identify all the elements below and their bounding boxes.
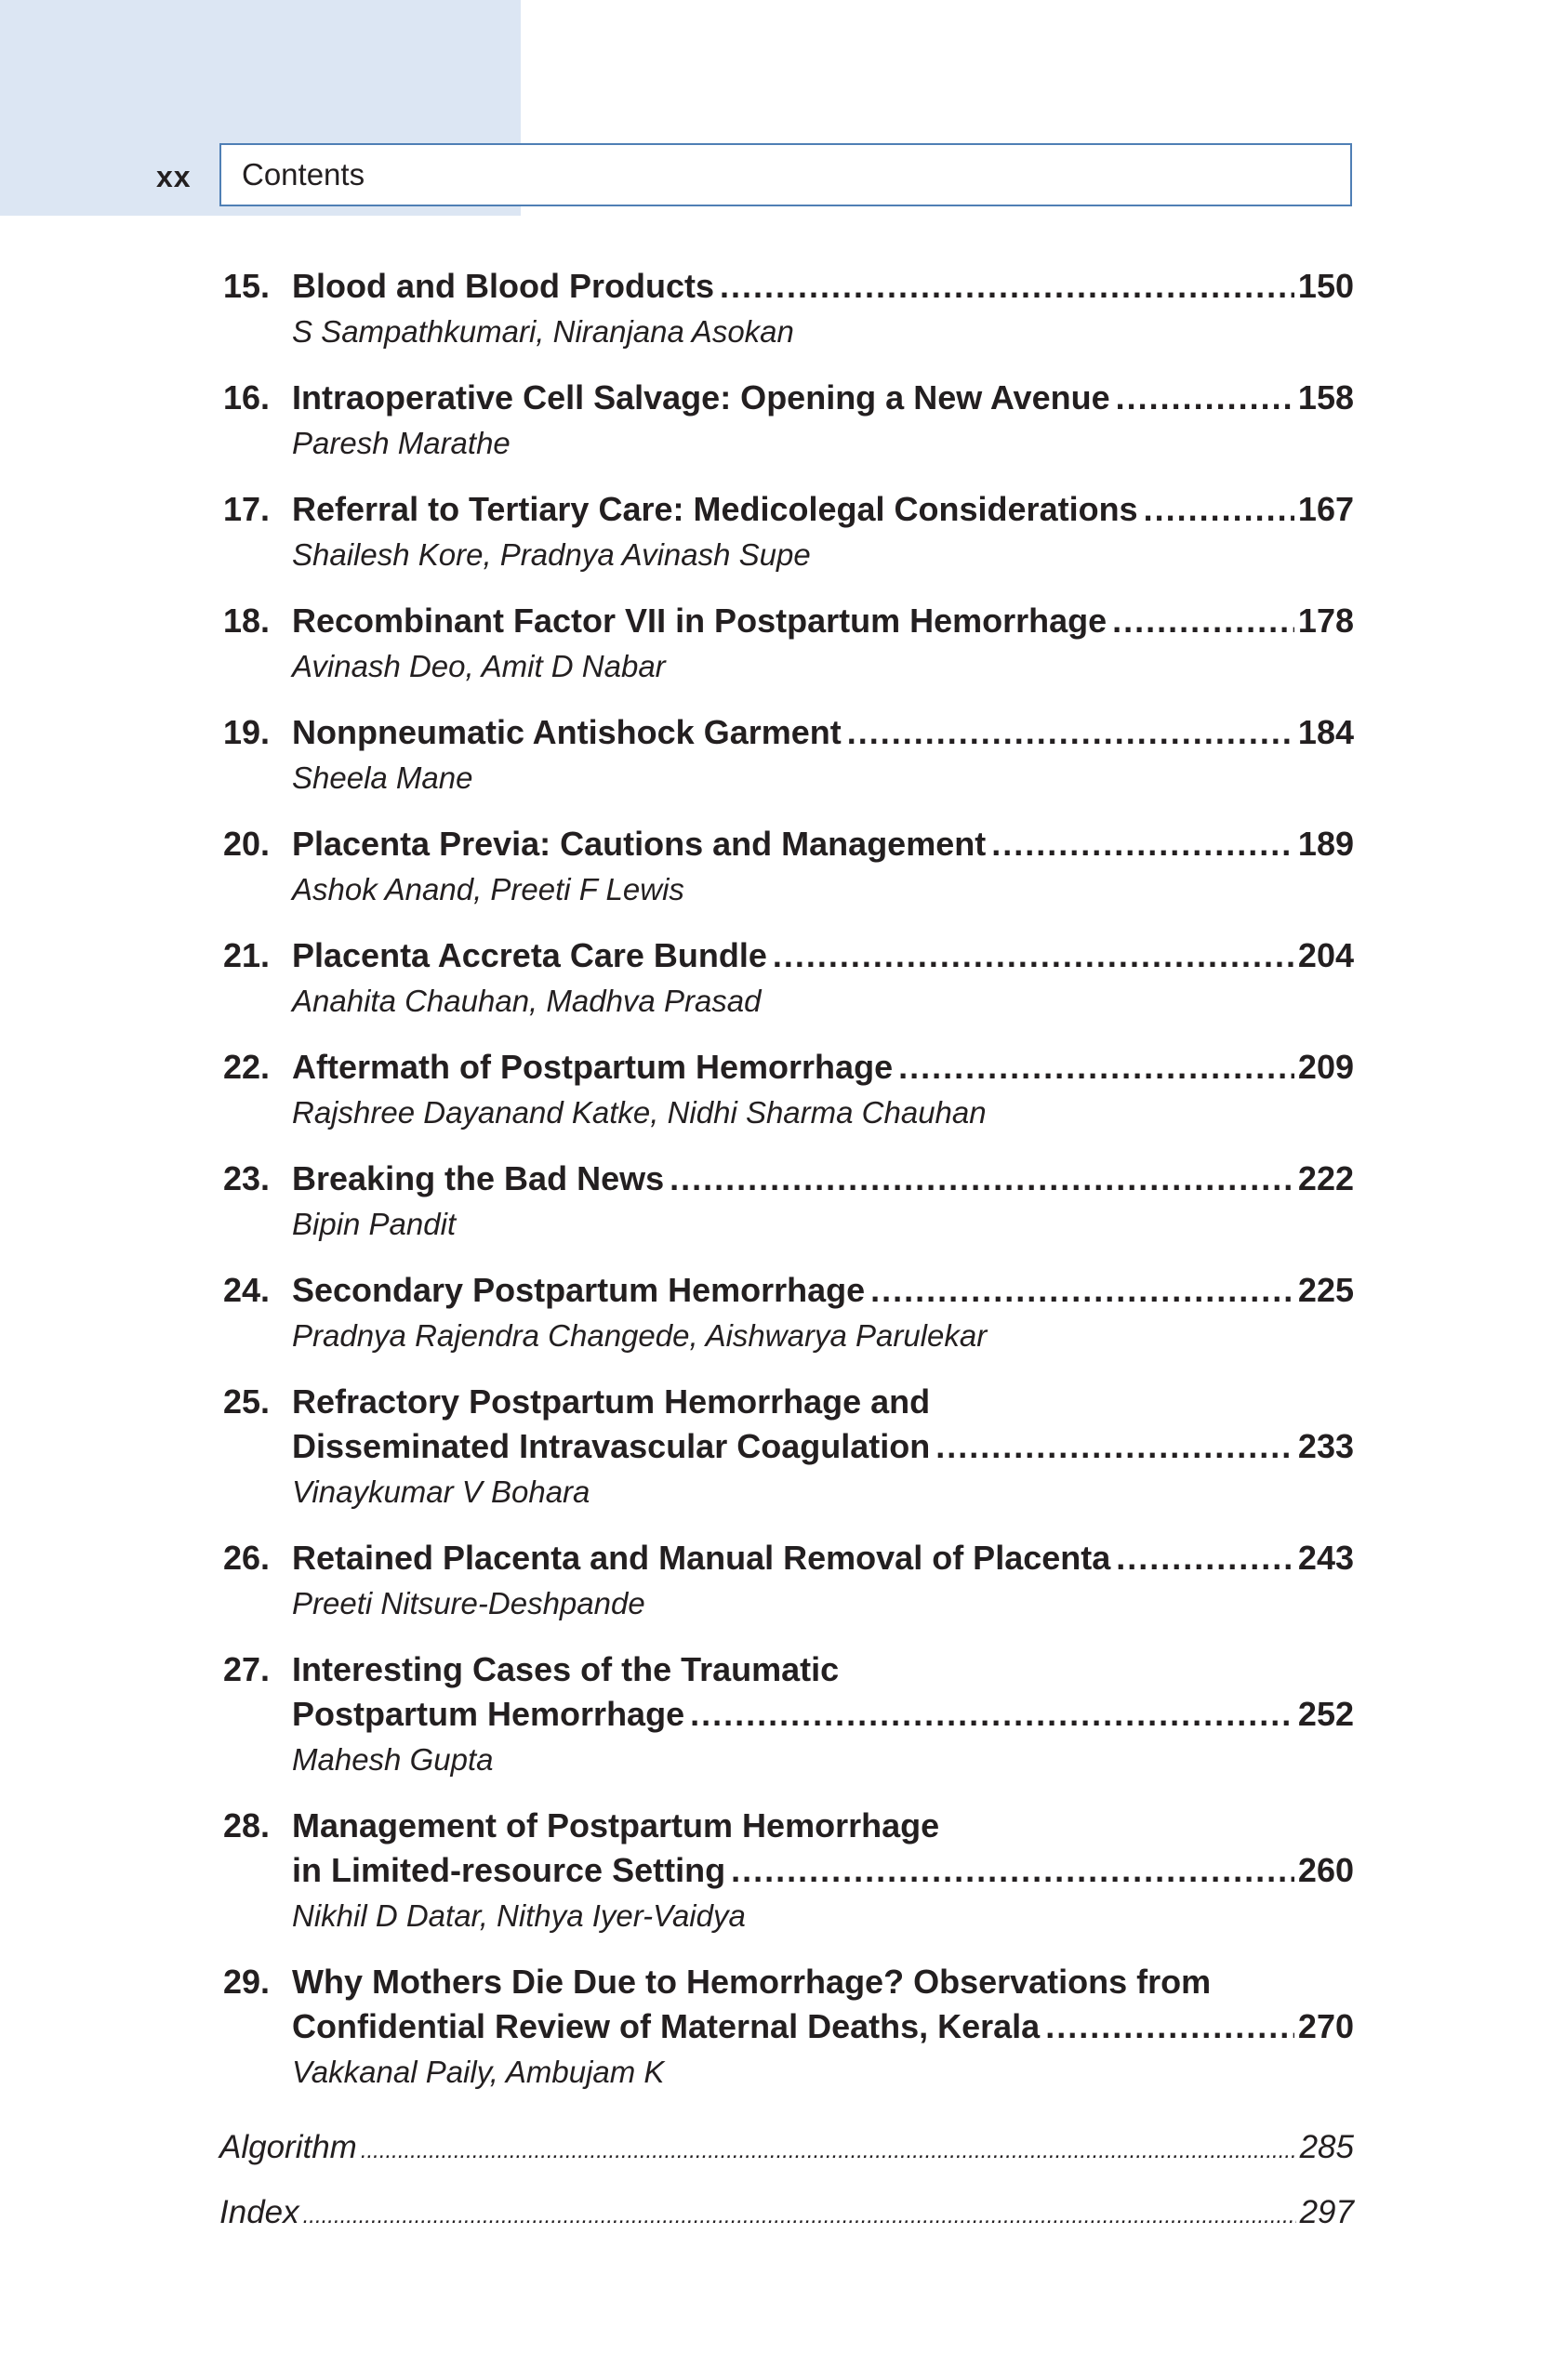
- chapter-number: 22.: [223, 1048, 271, 1086]
- chapter-page: 209: [1297, 1048, 1354, 1086]
- chapter-title-line-2[interactable]: in Limited-resource Setting: [292, 1851, 726, 1889]
- chapter-authors: Shailesh Kore, Pradnya Avinash Supe: [292, 537, 811, 572]
- chapter-page: 270: [1297, 2007, 1354, 2045]
- leader-dots: [991, 822, 1294, 866]
- chapter-authors: Pradnya Rajendra Changede, Aishwarya Parulekar: [292, 1318, 988, 1353]
- chapter-authors: Rajshree Dayanand Katke, Nidhi Sharma Chauhan: [292, 1095, 987, 1130]
- chapter-page: 225: [1297, 1271, 1354, 1309]
- chapter-title[interactable]: Blood and Blood Products: [292, 267, 714, 305]
- chapter-page: 150: [1297, 267, 1354, 305]
- leader-dots: [690, 1692, 1294, 1737]
- leader-dots: [870, 1268, 1294, 1313]
- chapter-number: 25.: [223, 1382, 271, 1421]
- chapter-page: 184: [1297, 713, 1354, 751]
- leader-dots: [303, 2194, 1296, 2239]
- chapter-authors: Avinash Deo, Amit D Nabar: [292, 649, 666, 683]
- chapter-number: 28.: [223, 1806, 271, 1844]
- chapter-title[interactable]: Intraoperative Cell Salvage: Opening a New Avenue: [292, 378, 1110, 416]
- chapter-page: 178: [1297, 602, 1354, 640]
- leader-dots: [361, 2129, 1296, 2174]
- chapter-page: 189: [1297, 825, 1354, 863]
- leader-dots: [1116, 376, 1294, 420]
- chapter-title[interactable]: Retained Placenta and Manual Removal of Placenta: [292, 1539, 1111, 1577]
- chapter-authors: Sheela Mane: [292, 760, 473, 795]
- leader-dots: [1045, 2004, 1294, 2049]
- chapter-number: 24.: [223, 1271, 271, 1309]
- chapter-page: 243: [1297, 1539, 1354, 1577]
- chapter-authors: Mahesh Gupta: [292, 1742, 494, 1777]
- chapter-authors: S Sampathkumari, Niranjana Asokan: [292, 314, 794, 349]
- chapter-title-line-2[interactable]: Postpartum Hemorrhage: [292, 1695, 685, 1733]
- leader-dots: [731, 1848, 1294, 1893]
- leader-dots: [935, 1424, 1294, 1469]
- chapter-authors: Ashok Anand, Preeti F Lewis: [292, 872, 684, 906]
- chapter-page: 260: [1297, 1851, 1354, 1889]
- chapter-title[interactable]: Referral to Tertiary Care: Medicolegal Considerations: [292, 490, 1138, 528]
- leader-dots: [670, 1157, 1294, 1201]
- chapter-authors: Vakkanal Paily, Ambujam K: [292, 2055, 665, 2089]
- chapter-title[interactable]: Aftermath of Postpartum Hemorrhage: [292, 1048, 894, 1086]
- chapter-title[interactable]: Secondary Postpartum Hemorrhage: [292, 1271, 866, 1309]
- chapter-authors: Bipin Pandit: [292, 1207, 457, 1241]
- chapter-number: 29.: [223, 1963, 271, 2001]
- chapter-authors: Nikhil D Datar, Nithya Iyer-Vaidya: [292, 1898, 746, 1933]
- back-matter-title[interactable]: Index: [219, 2194, 299, 2230]
- toc-entry-index[interactable]: [219, 2190, 1354, 2235]
- back-matter-page: 297: [1299, 2194, 1354, 2230]
- leader-dots: [1116, 1536, 1294, 1580]
- chapter-number: 17.: [223, 490, 271, 528]
- toc-entry-algorithm[interactable]: [219, 2125, 1354, 2170]
- leader-dots: [773, 933, 1294, 978]
- chapter-number: 21.: [223, 936, 271, 974]
- chapter-page: 233: [1297, 1427, 1354, 1465]
- running-head: Contents: [219, 143, 1352, 206]
- leader-dots: [898, 1045, 1294, 1090]
- chapter-page: 167: [1297, 490, 1354, 528]
- chapter-page: 204: [1297, 936, 1354, 974]
- chapter-number: 20.: [223, 825, 271, 863]
- chapter-page: 222: [1297, 1159, 1354, 1197]
- chapter-title[interactable]: Recombinant Factor VII in Postpartum Hemorrhage: [292, 602, 1107, 640]
- chapter-title[interactable]: Placenta Accreta Care Bundle: [292, 936, 767, 974]
- back-matter-page: 285: [1299, 2129, 1354, 2165]
- leader-dots: [720, 264, 1294, 309]
- chapter-title-line-1[interactable]: Why Mothers Die Due to Hemorrhage? Observations from: [292, 1963, 1212, 2001]
- chapter-number: 18.: [223, 602, 271, 640]
- chapter-authors: Anahita Chauhan, Madhva Prasad: [292, 984, 762, 1018]
- chapter-title-line-2[interactable]: Disseminated Intravascular Coagulation: [292, 1427, 931, 1465]
- chapter-title-line-2[interactable]: Confidential Review of Maternal Deaths, Kerala: [292, 2007, 1041, 2045]
- chapter-number: 16.: [223, 378, 271, 416]
- chapter-authors: Vinaykumar V Bohara: [292, 1474, 590, 1509]
- chapter-page: 158: [1297, 378, 1354, 416]
- back-matter-title[interactable]: Algorithm: [219, 2129, 357, 2165]
- chapter-number: 19.: [223, 713, 271, 751]
- chapter-authors: Preeti Nitsure-Deshpande: [292, 1586, 645, 1620]
- chapter-authors: Paresh Marathe: [292, 426, 511, 460]
- chapter-number: 26.: [223, 1539, 271, 1577]
- leader-dots: [1144, 487, 1294, 532]
- chapter-title-line-1[interactable]: Interesting Cases of the Traumatic: [292, 1650, 840, 1688]
- chapter-number: 27.: [223, 1650, 271, 1688]
- leader-dots: [1112, 599, 1294, 643]
- page-number: xx: [156, 160, 192, 193]
- chapter-title-line-1[interactable]: Management of Postpartum Hemorrhage: [292, 1806, 940, 1844]
- leader-dots: [847, 710, 1294, 755]
- chapter-number: 15.: [223, 267, 271, 305]
- chapter-title[interactable]: Placenta Previa: Cautions and Management: [292, 825, 987, 863]
- chapter-page: 252: [1297, 1695, 1354, 1733]
- chapter-number: 23.: [223, 1159, 271, 1197]
- chapter-title[interactable]: Nonpneumatic Antishock Garment: [292, 713, 842, 751]
- chapter-title[interactable]: Breaking the Bad News: [292, 1159, 665, 1197]
- chapter-title-line-1[interactable]: Refractory Postpartum Hemorrhage and: [292, 1382, 931, 1421]
